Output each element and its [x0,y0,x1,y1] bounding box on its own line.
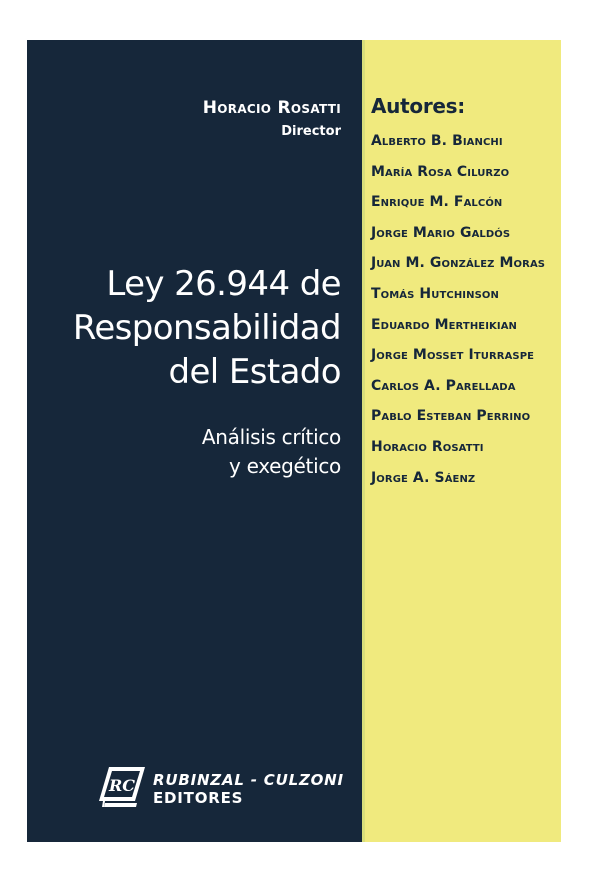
cover-right-panel [365,40,561,842]
author-item: Jorge A. Sáenz [371,469,476,486]
publisher [95,765,355,815]
director-role: Director [281,124,341,139]
subtitle-line-2: y exegético [228,454,341,478]
author-item: Eduardo Mertheikian [371,316,518,333]
author-item: Enrique M. Falcón [371,194,503,211]
author-item: Carlos A. Parellada [371,377,516,394]
author-item: Pablo Esteban Perrino [371,408,531,425]
author-item: Jorge Mario Galdós [371,224,511,241]
title-line-2: Responsabilidad [72,308,341,348]
svg-text:RC: RC [108,776,136,795]
book-title [21,262,341,394]
author-item: Juan M. González Moras [371,255,546,272]
author-item: Tomás Hutchinson [371,285,499,302]
authors-heading: Autores: [371,94,465,118]
publisher-subtitle: EDITORES [153,789,244,807]
book-cover [27,40,561,842]
authors-list [371,132,559,499]
author-item: Horacio Rosatti [371,438,484,455]
author-item: Jorge Mosset Iturraspe [371,347,535,364]
author-item: Alberto B. Bianchi [371,133,503,149]
cover-left-panel [27,40,362,842]
author-item: María Rosa Cilurzo [371,163,510,180]
publisher-name: RUBINZAL - CULZONI [153,771,344,789]
book-subtitle [41,423,341,481]
title-line-1: Ley 26.944 de [106,264,341,304]
publisher-logo-icon [95,765,147,809]
title-line-3: del Estado [168,352,341,392]
subtitle-line-1: Análisis crítico [201,425,341,449]
director-name: Horacio Rosatti [202,98,341,118]
